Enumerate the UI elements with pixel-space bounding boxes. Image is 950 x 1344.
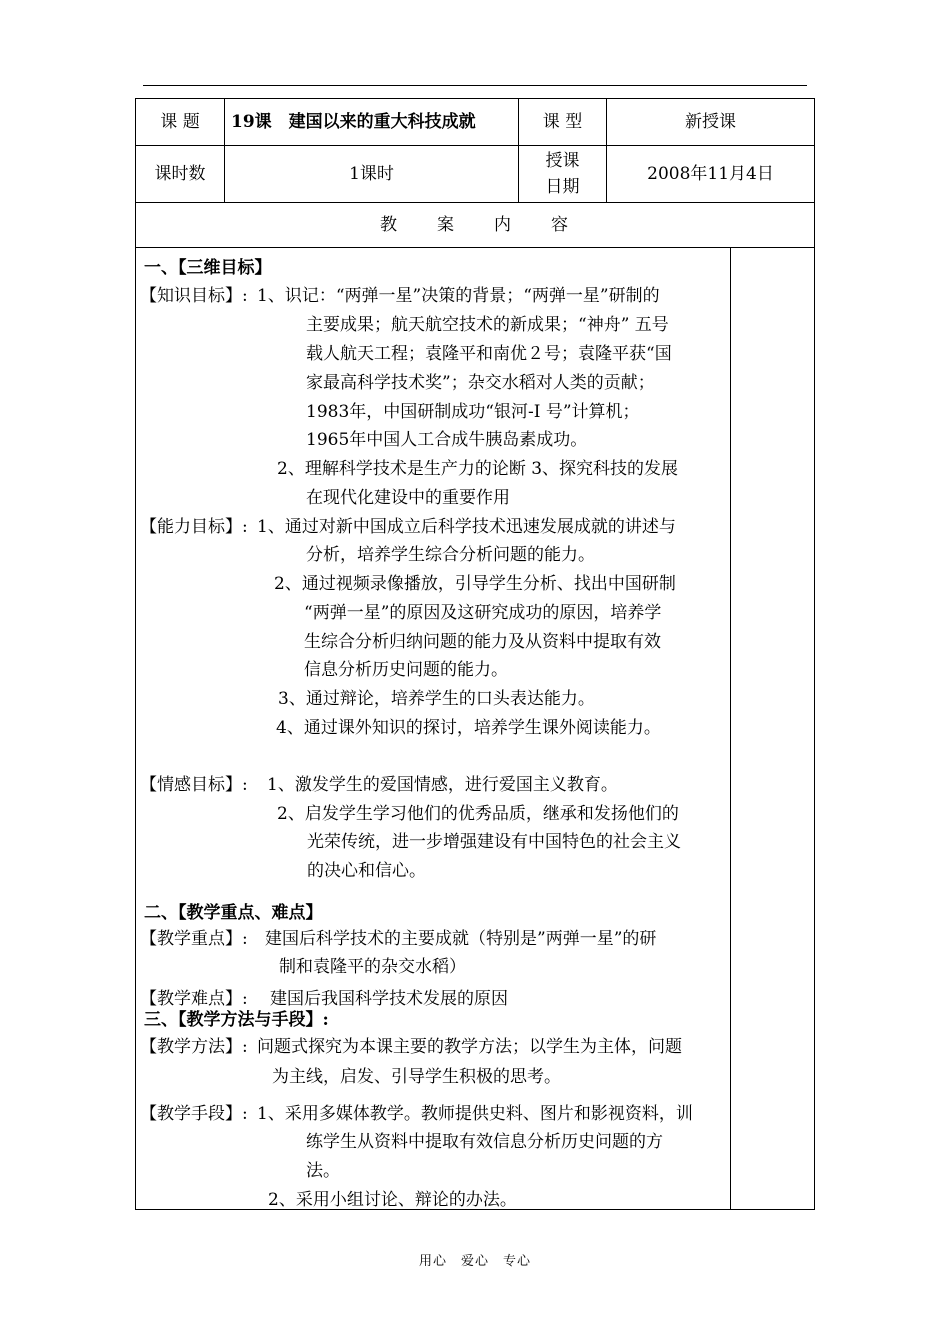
- hours-label: 课时数: [154, 164, 206, 184]
- knowledge-goal-1: 1、识记：“两弹一星”决策的背景；“两弹一星”研制的: [257, 286, 660, 306]
- knowledge-goal-2: 2、理解科学技术是生产力的论断 3、探究科技的发展: [277, 459, 679, 479]
- means-label: 【教学手段】:: [140, 1104, 248, 1124]
- date-label-line2: 日期: [545, 177, 580, 197]
- means-1: 1、采用多媒体教学。教师提供史料、图片和影视资料，训: [257, 1104, 693, 1124]
- knowledge-goal-line: 载人航天工程；袁隆平和南优２号；袁隆平获“国: [306, 344, 672, 364]
- section-1-title: 一、【三维目标】: [144, 258, 272, 278]
- lesson-plan-table: [135, 98, 815, 1210]
- ability-goal-label: 【能力目标】:: [140, 517, 248, 537]
- section-3-title: 三、【教学方法与手段】:: [144, 1010, 329, 1030]
- page-footer: 用心 爱心 专心: [418, 1254, 531, 1269]
- date-label-line1: 授课: [545, 151, 580, 171]
- ability-goal-1: 1、通过对新中国成立后科学技术迅速发展成就的讲述与: [257, 517, 676, 537]
- means-2: 2、采用小组讨论、辩论的办法。: [268, 1190, 517, 1210]
- emotion-goal-label: 【情感目标】:: [140, 775, 248, 795]
- key-point-line: 制和袁隆平的杂交水稻）: [279, 957, 466, 977]
- row-divider: [136, 247, 814, 248]
- key-point-text: 建国后科学技术的主要成就（特别是”两弹一星”的研: [265, 929, 657, 949]
- ability-goal-line: 分析，培养学生综合分析问题的能力。: [306, 545, 595, 565]
- emotion-goal-line: 光荣传统，进一步增强建设有中国特色的社会主义: [307, 832, 681, 852]
- ability-goal-2: 2、通过视频录像播放，引导学生分析、找出中国研制: [274, 574, 676, 594]
- topic-value: 19课 建国以来的重大科技成就: [231, 112, 476, 132]
- knowledge-goal-label: 【知识目标】:: [140, 286, 248, 306]
- ability-goal-3: 3、通过辩论，培养学生的口头表达能力。: [278, 689, 595, 709]
- margin-column-divider: [730, 247, 731, 1209]
- page-header-rule: [143, 85, 807, 86]
- method-label: 【教学方法】:: [140, 1037, 248, 1057]
- topic-label: 课 题: [160, 112, 200, 132]
- knowledge-goal-line: 家最高科学技术奖”；杂交水稻对人类的贡献；: [306, 373, 655, 393]
- knowledge-goal-line: 主要成果；航天航空技术的新成果；“神舟” 五号: [306, 315, 669, 335]
- difficulty-label: 【教学难点】:: [140, 989, 248, 1009]
- date-label: [519, 146, 606, 202]
- knowledge-goal-line: 1983年，中国研制成功“银河-Ⅰ 号”计算机；: [306, 402, 640, 422]
- section-2-title: 二、【教学重点、难点】: [144, 903, 323, 923]
- ability-goal-line: “两弹一星”的原因及这研究成功的原因，培养学: [304, 603, 662, 623]
- ability-goal-line: 生综合分析归纳问题的能力及从资料中提取有效: [304, 632, 661, 652]
- method-line: 为主线，启发、引导学生积极的思考。: [272, 1067, 561, 1087]
- method-text: 问题式探究为本课主要的教学方法；以学生为主体，问题: [257, 1037, 682, 1057]
- type-value: 新授课: [685, 112, 736, 132]
- date-value: 2008年11月4日: [647, 164, 774, 184]
- knowledge-goal-line: 1965年中国人工合成牛胰岛素成功。: [306, 430, 588, 450]
- type-label: 课 型: [542, 112, 583, 132]
- difficulty-text: 建国后我国科学技术发展的原因: [270, 989, 508, 1009]
- ability-goal-4: 4、通过课外知识的探讨，培养学生课外阅读能力。: [276, 718, 661, 738]
- ability-goal-line: 信息分析历史问题的能力。: [304, 660, 508, 680]
- content-title: 教 案 内 容: [380, 215, 570, 235]
- emotion-goal-1: 1、激发学生的爱国情感，进行爱国主义教育。: [267, 775, 618, 795]
- means-line: 练学生从资料中提取有效信息分析历史问题的方: [306, 1132, 663, 1152]
- knowledge-goal-line: 在现代化建设中的重要作用: [306, 488, 510, 508]
- key-point-label: 【教学重点】:: [140, 929, 248, 949]
- means-line: 法。: [306, 1161, 340, 1181]
- hours-value: 1课时: [349, 164, 394, 184]
- emotion-goal-line: 的决心和信心。: [307, 861, 426, 881]
- emotion-goal-2: 2、启发学生学习他们的优秀品质，继承和发扬他们的: [277, 804, 679, 824]
